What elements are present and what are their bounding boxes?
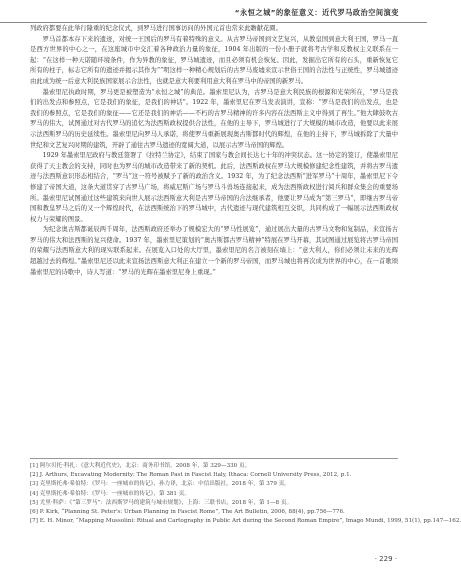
footnote: [5] 尤里·科萨：《“第三罗马”：法西斯罗马的建筑与城市规划》，上海：三联书店，2018 年，第 1—8 页。 — [30, 499, 293, 506]
footnote: [4] 克里斯托弗·希伯特：《罗马：一座城市的传记》，第 381 页。 — [30, 490, 190, 497]
paragraph: 墨索里尼执政时期，罗马更是被塑造为“永恒之城”的典范。墨索里尼认为，古罗马是意大利民族的根源和光荣所在，“罗马是我们的出发点和参照点，它是我们的象征，是我们的神话”。1922 年，墨索里尼在罗马发表演讲，宣称：“罗马是我们的出发点，也是我们的参照点，它是我们的象征——它还是我们的神话——不朽的古罗马精神的许多内容在法西斯主义中得到了再生。”他大肆鼓吹古罗马的伟大，试图通过对古代罗马的追忆为法西斯政权提供合法性，在他的主导下，罗马城进行了大规模的城市改造，他要以此来展示法西斯罗马的历史延续性。墨索里尼向罗马人承诺，将使罗马重新展现奥古斯都时代的辉煌，在他的主持下，罗马城拆除了大量中世纪和文艺复兴时期的建筑，开辟了通往古罗马遗迹的宽阔大道，以展示古罗马帝国的辉煌。 — [30, 88, 398, 149]
header-rule — [0, 22, 427, 23]
paragraph: 为纪念奥古斯都诞辰两千周年，法西斯政府还举办了规模宏大的“罗马性展览”，通过展出大量的古罗马文物和复制品，来宣扬古罗马的伟大和法西斯的复兴使命。1937 年，墨索里尼策划的“奥古斯都古罗马精神”特展在罗马开幕，其试图通过展览将古罗马帝国的荣耀与法西斯意大利的现实联系起来。在展览入口处的大厅里，墨索里尼的名言被刻在墙上：“意大利人，你们必须让未来的光辉超越过去的辉煌。”墨索里尼还以此来宣扬法西斯意大利正在建立一个新的罗马帝国，而罗马城也将再次成为世界的中心，在一首歌颂墨索里尼的诗歌中，诗人写道：“罗马的光辉在墨索里尼身上重现。” — [30, 226, 398, 276]
paragraph: 1929 年墨索里尼政府与教廷签署了《拉特兰协定》，结束了国家与教会间长达七十年的冲突状态。这一协定的签订，使墨索里尼获得了天主教会的支持，同时也为罗马的城市改造带来了新的契机。此后，法西斯政权在罗马大规模修建纪念性建筑，并将古罗马遗迹与法西斯意识形态相结合，“罗马”这一符号被赋予了新的政治含义。1932 年，为了纪念法西斯“进军罗马”十周年，墨索里尼下令修建了帝国大道，这条大道贯穿了古罗马广场，将威尼斯广场与罗马斗兽场连接起来，成为法西斯政权进行阅兵和群众集会的重要场所。墨索里尼试图通过这些建筑来向世人展示法西斯意大利是古罗马帝国的合法继承者，他要让罗马成为“第三罗马”，即继古罗马帝国和教皇罗马之后的又一个辉煌时代，在法西斯统治下的罗马城中，古代遗迹与现代建筑相互交织，共同构成了一幅展示法西斯政权权力与荣耀的图景。 — [30, 152, 398, 223]
footnote: [3] 克里斯托弗·希伯特：《罗马：一座城市的传记》，孙力译，北京：中信出版社，2018 年，第 379 页。 — [30, 481, 290, 488]
page-number: · 229 · — [374, 555, 397, 563]
paragraph: 罗马首都本存下来的遗迹，对统一王国后的罗马有着特殊的意义。从古罗马帝国到文艺复兴，从教皇国到意大利王国，罗马一直是西方世界的中心之一，在这座城市中交汇着各种政治力量的象征，1904 年出版的一份小册子就将考古学和反教权主义联系在一起：“在这样一种天诺随环境条件，作为异教的象征，罗马城遗迹，而且必须有机会恢复。因此，发掘出它所有的石头，重新恢复它所有的柱子，标志它所有的遗迹并揭示其作为“”明这样一种精心规划后的古罗马废墟来宣示世俗王国的合法性与正统性，罗马城遗迹由此成为统一后意大利民族国家展示合法性，也就是意大利要利用意大利在罗马中的帝国的新罗马。 — [30, 35, 398, 85]
footnote: [7] E. H. Minor, “Mapping Mussolini: Ritual and Cartography in Public Art during the Second Roman Empire”, Imago Mundi, 1999, 51(1), pp.147—162. — [30, 518, 461, 525]
running-header — [0, 4, 427, 22]
paragraph: 列政府都要在此举行隆重的纪念仪式，到罗马进行国事访问的外国元首也常来此瞻献花圈。 — [30, 25, 282, 32]
running-header-title: “永恒之城”的象征意义：近代罗马政治空间演变 — [234, 8, 399, 17]
footnote: [6] P. Kirk, “Planning St. Peter's: Urban Planning in Fascist Rome”, The Art Bulletin, 2006, 88(4), pp.756—776. — [30, 509, 345, 516]
footnote-rule — [30, 458, 398, 459]
main-text — [30, 24, 398, 278]
footnotes — [30, 462, 461, 526]
footnote: [2] J. Arthurs, Excavating Modernity: The Roman Past in Fascist Italy, Ithaca: Cornell University Press, 2012, p.1. — [30, 472, 352, 479]
footnote: [1] 阿尔贝托·科扎：《意大利近代史》，北京：商务印书馆，2008 年，第 329—330 页。 — [30, 463, 251, 469]
